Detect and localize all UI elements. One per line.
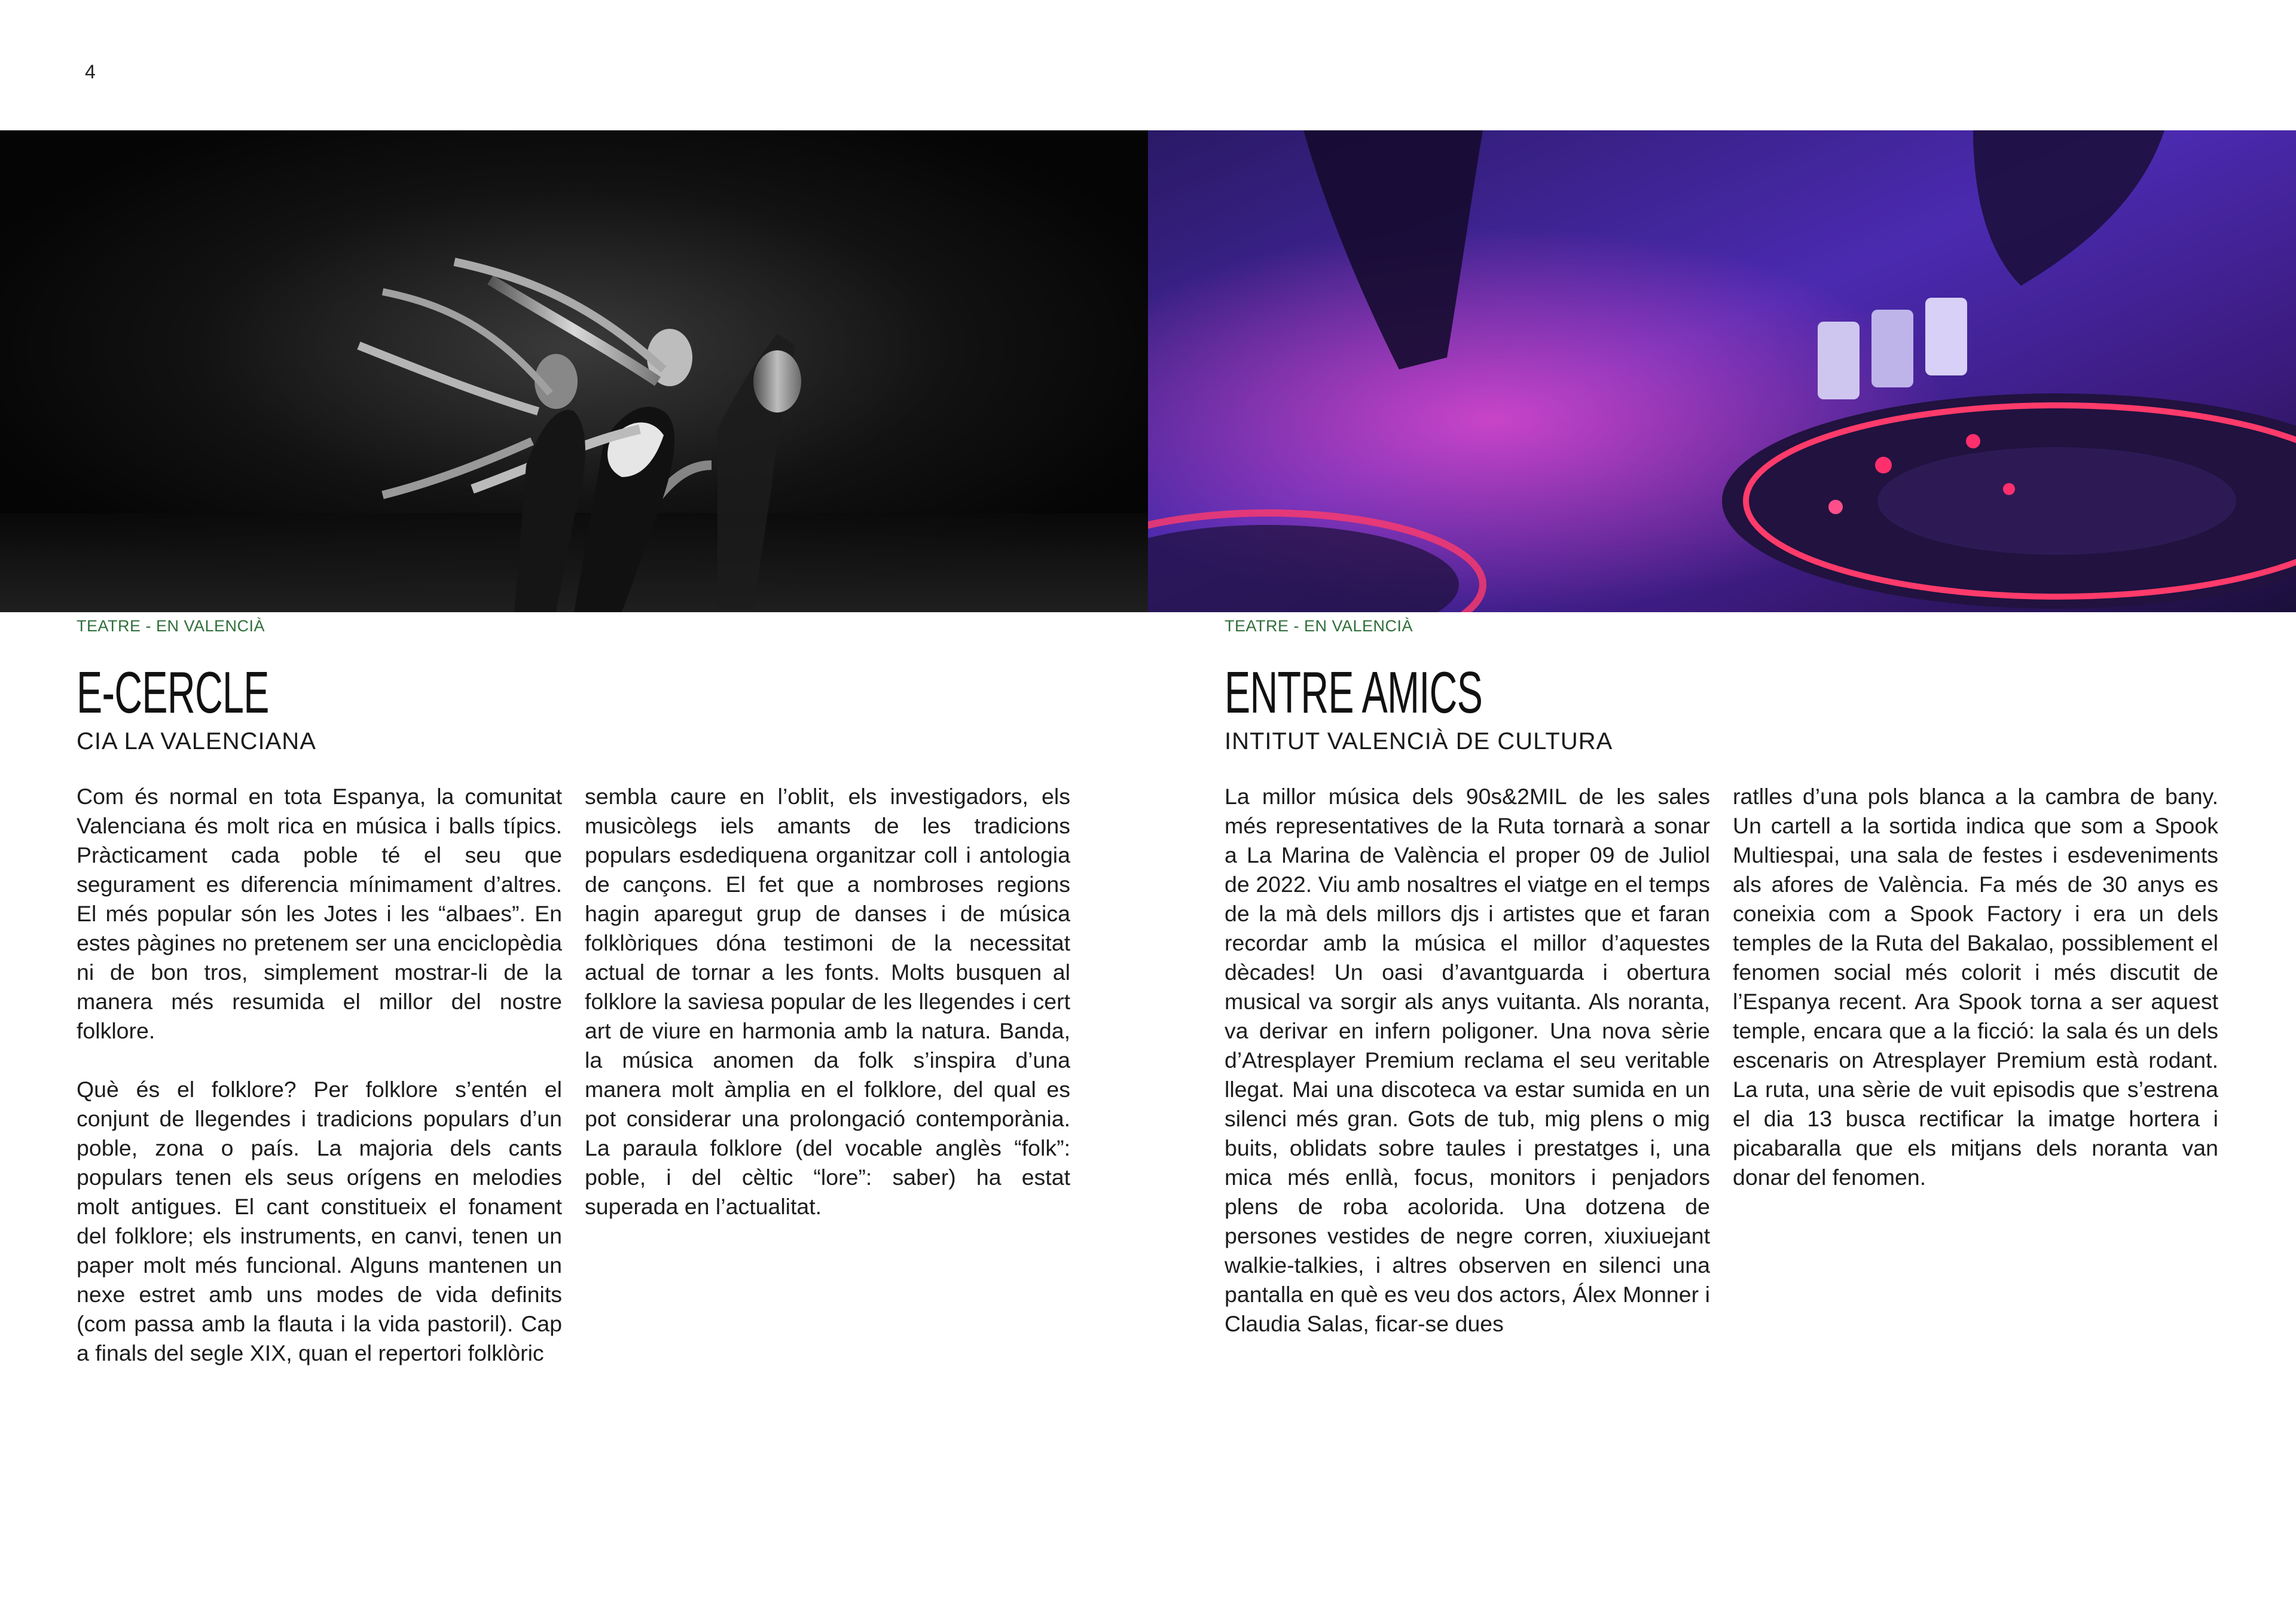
left-column-2 (585, 782, 1070, 1221)
left-subtitle: CIA LA VALENCIANA (77, 728, 316, 754)
paragraph: Com és normal en tota Espanya, la comunitat Valenciana és molt rica en música i balls típics. Pràcticament cada poble té el seu que segurament es diferencia mínimament d’altres. El més popular són les Jotes i les “albaes”. En estes pàgines no pretenem ser una enciclopèdia ni de bon tros, simplement mostrar-li de la manera més resumida el millor del nostre folklore. (77, 784, 562, 1043)
page-number: 4 (85, 61, 96, 83)
left-title: E-CERCLE (77, 659, 269, 725)
right-title: ENTRE AMICS (1225, 659, 1483, 725)
dancers-photo (0, 130, 1148, 612)
left-column-1 (77, 782, 562, 1368)
left-category: TEATRE - EN VALENCIÀ (77, 617, 265, 635)
paragraph: Què és el folklore? Per folklore s’entén el conjunt de llegendes i tradicions populars d’un poble, zona o país. La majoria dels cants populars tenen els seus orígens en melodies molt antigues. El cant constitueix el fonament del folklore; els instruments, en canvi, tenen un paper molt més funcional. Alguns mantenen un nexe estret amb uns modes de vida definits (com passa amb la flauta i la vida pastoril). Cap a finals del segle XIX, quan el repertori folklòric (77, 1077, 562, 1365)
dancers-image (0, 130, 1148, 612)
right-subtitle: INTITUT VALENCIÀ DE CULTURA (1225, 728, 1613, 754)
right-column-1 (1225, 782, 1710, 1339)
right-column-2 (1733, 782, 2218, 1192)
paragraph: La millor música dels 90s&2MIL de les sales més representatives de la Ruta tornarà a sonar a La Marina de València el proper 09 de Juliol de 2022. Viu amb nosaltres el viatge en el temps de la mà dels millors djs i artistes que et faran recordar amb la música el millor d’aquestes dècades! Un oasi d’avantguarda i obertura musical va sorgir als anys vuitanta. Als noranta, va derivar en infern poligoner. Una nova sèrie d’Atresplayer Premium reclama el seu veritable llegat. Mai una discoteca va estar sumida en un silenci més gran. Gots de tub, mig plens o mig buits, oblidats sobre taules i prestatges i, una mica més enllà, focus, monitors i penjadors plens de roba acolorida. Una dotzena de persones vestides de negre corren, xiuxiuejant walkie-talkies, i altres observen en silenci una pantalla en què es veu dos actors, Álex Monner i Claudia Salas, ficar-se dues (1225, 784, 1710, 1336)
right-category: TEATRE - EN VALENCIÀ (1225, 617, 1413, 635)
dj-photo (1148, 130, 2296, 612)
paragraph: sembla caure en l’oblit, els investigadors, els musicòlegs iels amants de les tradicions populars esdediquena organitzar coll i antologia de cançons. El fet que a nombroses regions hagin aparegut grup de danses i de música folklòriques dóna testimoni de la necessitat actual de tornar a les fonts. Molts busquen al folklore la saviesa popular de les llegendes i cert art de viure en harmonia amb la natura. Banda, la música anomen da folk s’inspira d’una manera molt àmplia en el folklore, del qual es pot considerar una prolongació contemporània. La paraula folklore (del vocable anglès “folk”: poble, i del cèltic “lore”: saber) ha estat superada en l’actualitat. (585, 784, 1070, 1219)
paragraph: ratlles d’una pols blanca a la cambra de bany. Un cartell a la sortida indica que som a Spook Multiespai, una sala de festes i esdeveniments als afores de València. Fa més de 30 anys es coneixia com a Spook Factory i era un dels temples de la Ruta del Bakalao, possiblement el fenomen social més colorit i més discutit de l’Espanya recent. Ara Spook torna a ser aquest temple, encara que a la ficció: la sala és un dels escenaris on Atresplayer Premium està rodant. La ruta, una sèrie de vuit episodis que s’estrena el dia 13 busca rectificar la imatge hortera i picabaralla que els mitjans dels noranta van donar del fenomen. (1733, 784, 2218, 1190)
dj-decks-image (1148, 130, 2296, 612)
